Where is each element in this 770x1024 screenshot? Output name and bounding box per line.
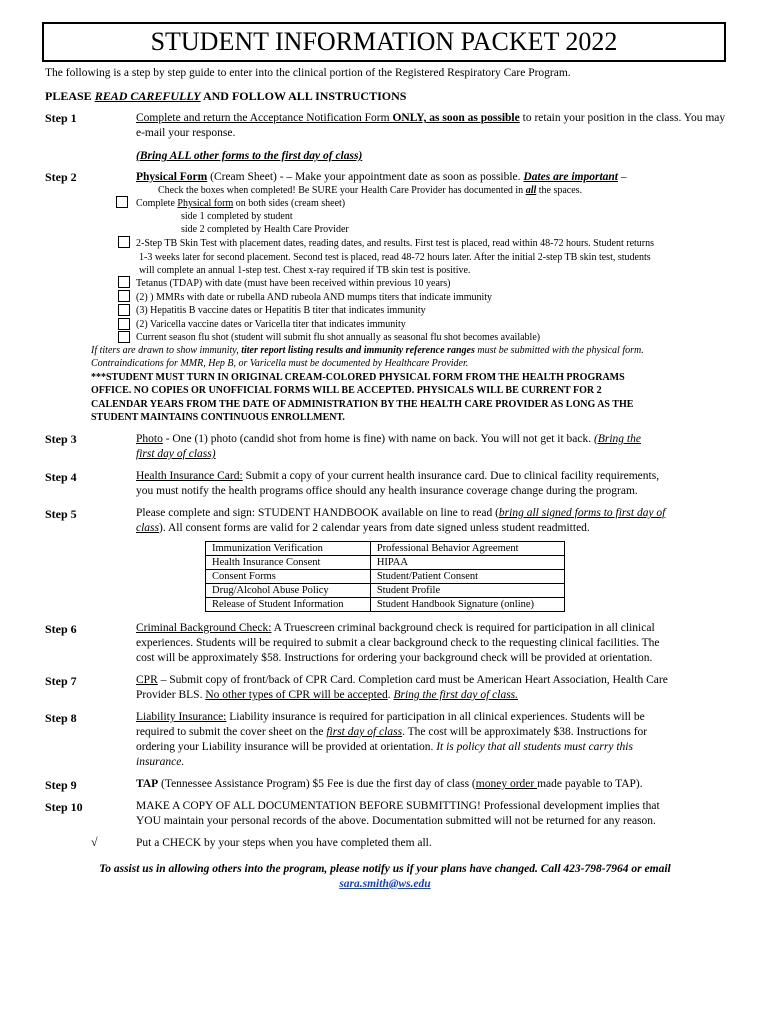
step-9-text [136, 777, 731, 792]
tb-test-line-1: 2-Step TB Skin Test with placement dates, reading dates, and results. First test is placed, read within 48-72 hours. Student returns [136, 238, 655, 249]
step-8-part: ordering your Liability insurance will be provided at orientation. [136, 741, 437, 753]
dates-important: Dates are important [523, 171, 618, 183]
step-6-text [136, 621, 731, 666]
step-10-text [136, 799, 731, 829]
step-4-part: Submit a copy of your current health insurance card. Due to clinical facility requirements, [242, 470, 660, 482]
note-part: Check the boxes when completed! Be SURE your Health Care Provider has documented in [158, 185, 526, 196]
page-title: STUDENT INFORMATION PACKET 2022 [42, 22, 726, 62]
step-1-bring-note: (Bring ALL other forms to the first day of class) [136, 150, 363, 162]
physical-notice-2: OFFICE. NO COPIES OR UNOFFICIAL FORMS WILL BE ACCEPTED. PHYSICALS WILL BE CURRENT FOR 2 [91, 385, 602, 396]
titers-part: If titers are drawn to show immunity, [91, 345, 242, 356]
tb-test-checkbox[interactable] [118, 236, 130, 248]
mmr-checkbox[interactable] [118, 290, 130, 302]
table-row [206, 584, 565, 598]
email-link[interactable]: sara.smith@ws.edu [339, 878, 431, 890]
step-5-text [136, 506, 731, 536]
side-1-note: side 1 completed by student [181, 211, 293, 222]
cpr-no-other: No other types of CPR will be accepted [205, 689, 388, 701]
step-1-text [136, 111, 731, 141]
tb-test-line-2: 1-3 weeks later for second placement. Second test is placed, read 48-72 hours later. After the initial 2-step TB skin test, students [139, 252, 651, 263]
mmr-text: (2) ) MMRs with date or rubella AND rubeola AND mumps titers that indicate immunity [136, 292, 493, 303]
flu-text: Current season flu shot (student will submit flu shot annually as seasonal flu shot becomes available) [136, 332, 541, 343]
heading-emphasis: READ CAREFULLY [94, 89, 201, 103]
step-5-part: ). All consent forms are valid for 2 calendar years from date signed unless student readmitted. [159, 522, 590, 534]
check-instruction: Put a CHECK by your steps when you have completed them all. [136, 837, 432, 849]
step-4-text [136, 469, 731, 499]
contraindications-note: Contraindications for MMR, Hep B, or Varicella must be documented by Healthcare Provider. [91, 358, 469, 369]
cb-part: on both sides (cream sheet) [233, 198, 346, 209]
step-8-part: Liability insurance is required for participation in all clinical experiences. Students will be [226, 711, 645, 723]
table-row [206, 598, 565, 612]
tetanus-checkbox[interactable] [118, 276, 130, 288]
step-3-part: - One (1) photo (candid shot from home is fine) with name on back. You will not get it back. [162, 433, 595, 445]
heading-part: AND FOLLOW ALL INSTRUCTIONS [200, 89, 407, 103]
varicella-text: (2) Varicella vaccine dates or Varicella titer that indicates immunity [136, 319, 406, 330]
step-1-label: Step 1 [45, 111, 77, 125]
check-boxes-note [158, 184, 582, 198]
step-4-part: you must notify the health programs office should any health insurance coverage change during the program. [136, 485, 638, 497]
step-8-text [136, 710, 731, 770]
table-cell: Release of Student Information [206, 598, 371, 612]
step-1-emphasis: ONLY, as soon as possible [392, 112, 520, 124]
note-part: the spaces. [536, 185, 583, 196]
step-10-part: MAKE A COPY OF ALL DOCUMENTATION BEFORE SUBMITTING! Professional development implies that [136, 800, 660, 812]
table-cell: Immunization Verification [206, 542, 371, 556]
table-cell: Consent Forms [206, 570, 371, 584]
titers-part: must be submitted with the physical form. [474, 345, 644, 356]
table-cell: Health Insurance Consent [206, 556, 371, 570]
table-cell: Student Profile [370, 584, 564, 598]
table-row [206, 570, 565, 584]
side-2-note: side 2 completed by Health Care Provider [181, 224, 349, 235]
money-order: money order [475, 778, 538, 790]
step-8-policy: It is policy that all students must carry this [436, 741, 633, 753]
physical-notice-3: CALENDAR YEARS FROM THE DATE OF ADMINISTRATION BY THE HEALTH CARE PROVIDER AS LONG AS THE [91, 399, 634, 410]
step-3-label: Step 3 [45, 432, 77, 446]
step-7-part: Provider BLS. [136, 689, 206, 701]
step-4-label: Step 4 [45, 470, 77, 484]
instructions-heading [45, 89, 406, 104]
titers-note [91, 344, 644, 358]
step-7-part: – Submit copy of front/back of CPR Card. Completion card must be American Heart Association, Health Care [157, 674, 668, 686]
step-2-physical-form [136, 170, 731, 185]
step-5-part: Please complete and sign: STUDENT HANDBOOK available on line to read ( [136, 507, 499, 519]
tap-title: TAP [136, 778, 159, 790]
step-5-label: Step 5 [45, 507, 77, 521]
step-8-label: Step 8 [45, 711, 77, 725]
flu-checkbox[interactable] [118, 331, 130, 343]
physical-notice-4: STUDENT MAINTAINS CONTINUOUS ENROLLMENT. [91, 412, 345, 423]
consent-forms-table [205, 541, 565, 612]
step-3-bring: (Bring the [594, 433, 641, 445]
step-5-class: class [136, 522, 159, 534]
cpr-bring: Bring the first day of class. [393, 689, 519, 701]
table-row [206, 556, 565, 570]
step-1-part: Complete and return the Acceptance Notification Form [136, 112, 393, 124]
step-10-label: Step 10 [45, 800, 83, 814]
table-cell: Professional Behavior Agreement [370, 542, 564, 556]
complete-physical-form [136, 197, 345, 211]
physical-notice-1: ***STUDENT MUST TURN IN ORIGINAL CREAM-COLORED PHYSICAL FORM FROM THE HEALTH PROGRAMS [91, 372, 625, 383]
step-6-part: experiences. Students will be required to submit a clear background check to the requesting clinical facilities. The [136, 637, 660, 649]
step-8-policy-end: insurance. [136, 756, 185, 768]
physical-form-title: Physical Form [136, 171, 208, 183]
step-10-part: YOU maintain your personal records of the above. Documentation submitted will not be returned for any reason. [136, 815, 656, 827]
step-2-part: – [617, 171, 627, 183]
step-7-part: . [387, 689, 394, 701]
table-cell: Drug/Alcohol Abuse Policy [206, 584, 371, 598]
tb-test-line-3: will complete an annual 1-step test. Chest x-ray required if TB skin test is positive. [139, 265, 471, 276]
step-9-part: (Tennessee Assistance Program) $5 Fee is due the first day of class ( [158, 778, 476, 790]
cb-physical-form: Physical form [177, 198, 234, 209]
step-6-part: cost will be approximately $58. Instructions for ordering your background check will be provided at orientation. [136, 652, 653, 664]
hepb-text: (3) Hepatitis B vaccine dates or Hepatitis B titer that indicates immunity [136, 305, 426, 316]
table-row [206, 542, 565, 556]
step-6-label: Step 6 [45, 622, 77, 636]
liability-title: Liability Insurance: [136, 711, 227, 723]
background-check-title: Criminal Background Check: [136, 622, 272, 634]
table-cell: HIPAA [370, 556, 564, 570]
step-1-part: to retain your position in the class. You may e-mail your response. [136, 112, 726, 139]
table-cell: Student Handbook Signature (online) [370, 598, 564, 612]
step-2-part: (Cream Sheet) - – Make your appointment date as soon as possible. [207, 171, 524, 183]
cb-part: Complete [136, 198, 178, 209]
titers-emphasis: titer report listing results and immunity reference ranges [241, 345, 475, 356]
tetanus-text: Tetanus (TDAP) with date (must have been received within previous 10 years) [136, 278, 451, 289]
footer-email-wrap [0, 877, 770, 892]
varicella-checkbox[interactable] [118, 318, 130, 330]
step-8-part: . The cost will be approximately $38. Instructions for [402, 726, 648, 738]
step-8-first-day: first day of class [326, 726, 403, 738]
step-3-text [136, 432, 731, 462]
table-cell: Student/Patient Consent [370, 570, 564, 584]
photo-title: Photo [136, 433, 163, 445]
cpr-title: CPR [136, 674, 158, 686]
insurance-card-title: Health Insurance Card: [136, 470, 243, 482]
step-5-bring: bring all signed forms to first day of [498, 507, 666, 519]
step-9-label: Step 9 [45, 778, 77, 792]
step-3-first-day: first day of class) [136, 448, 216, 460]
step-8-part: required to submit the cover sheet on the [136, 726, 327, 738]
step-7-text [136, 673, 731, 703]
step-2-label: Step 2 [45, 170, 77, 184]
step-6-part: A Truescreen criminal background check is required for participation in all clinical [271, 622, 655, 634]
footer-note: To assist us in allowing others into the program, please notify us if your plans have changed. Call 423-798-7964 or email [99, 863, 671, 875]
check-mark-icon: √ [91, 835, 98, 849]
hepb-checkbox[interactable] [118, 304, 130, 316]
step-9-part: made payable to TAP). [537, 778, 643, 790]
heading-part: PLEASE [45, 89, 95, 103]
intro-text: The following is a step by step guide to enter into the clinical portion of the Registered Respiratory Care Program. [45, 67, 571, 79]
note-emphasis: all [525, 185, 537, 196]
physical-form-checkbox[interactable] [116, 196, 128, 208]
step-7-label: Step 7 [45, 674, 77, 688]
